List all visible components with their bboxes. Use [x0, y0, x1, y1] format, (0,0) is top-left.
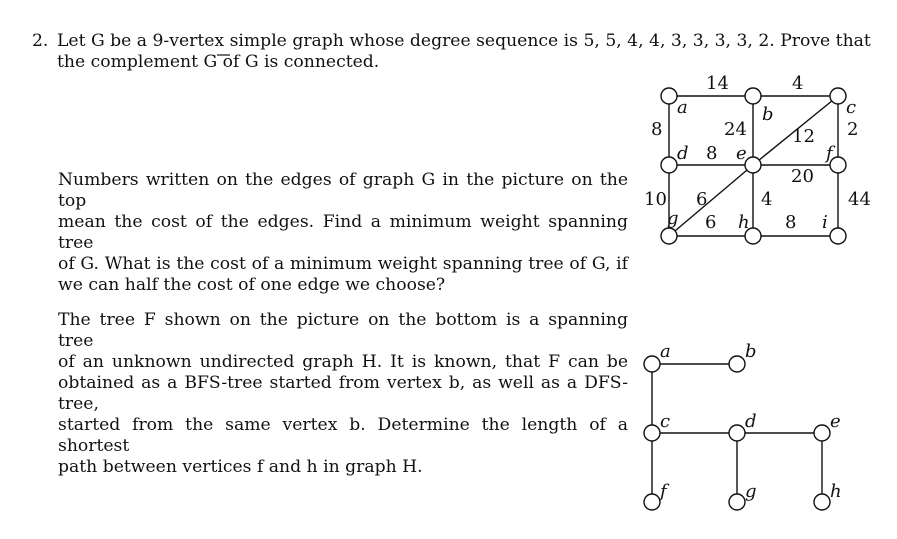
weight-ef: 20	[791, 166, 814, 187]
weight-eh: 4	[761, 189, 773, 210]
p1-line-2: the complement G of G is connected.	[57, 52, 380, 72]
vertex-c	[830, 88, 846, 104]
p2-line-1: Numbers written on the edges of graph G in the picture on the top	[58, 170, 628, 211]
tree-vertex-b	[729, 356, 745, 372]
p2-line-3: of G. What is the cost of a minimum weight spanning tree of G, if	[58, 254, 628, 274]
tree-label-b: b	[745, 341, 757, 362]
label-c: c	[846, 97, 857, 118]
p2-line-2: mean the cost of the edges. Find a minimum weight spanning tree	[58, 212, 628, 253]
weight-cf: 2	[847, 119, 859, 140]
tree-vertex-c	[644, 425, 660, 441]
tree-label-h: h	[830, 481, 842, 502]
weight-de: 8	[706, 143, 718, 164]
weight-be: 24	[724, 119, 747, 140]
vertex-i	[830, 228, 846, 244]
p1-line-1: Let G be a 9-vertex simple graph whose degree sequence is 5, 5, 4, 4, 3, 3, 3, 3, 2. Prove that	[57, 31, 871, 51]
tree-vertex-g	[729, 494, 745, 510]
weight-ab: 14	[706, 73, 729, 94]
p3-line-2: of an unknown undirected graph H. It is known, that F can be	[58, 352, 628, 372]
label-i: i	[822, 212, 828, 233]
label-d: d	[677, 143, 689, 164]
p3-line-5: path between vertices f and h in graph H.	[58, 457, 423, 477]
vertex-g	[661, 228, 677, 244]
tree-label-g: g	[745, 481, 757, 502]
weight-hi: 8	[785, 212, 797, 233]
weight-gh: 6	[705, 212, 717, 233]
vertex-d	[661, 157, 677, 173]
tree-vertex-f	[644, 494, 660, 510]
label-b: b	[762, 104, 774, 125]
problem-number: 2.	[32, 31, 49, 51]
label-a: a	[677, 97, 688, 118]
tree-vertex-h	[814, 494, 830, 510]
tree-label-a: a	[660, 341, 671, 362]
tree-label-d: d	[745, 411, 757, 432]
vertex-a	[661, 88, 677, 104]
p3-line-4: started from the same vertex b. Determine the length of a shortest	[58, 415, 628, 456]
weight-fi: 44	[848, 189, 871, 210]
weight-eg: 6	[696, 189, 708, 210]
vertex-e	[745, 157, 761, 173]
weight-dg: 10	[644, 189, 667, 210]
tree-label-e: e	[830, 411, 841, 432]
vertex-b	[745, 88, 761, 104]
weight-bc: 4	[792, 73, 804, 94]
label-f: f	[826, 143, 833, 164]
weight-ec: 12	[792, 126, 815, 147]
weight-ad: 8	[651, 119, 663, 140]
tree-label-f: f	[660, 481, 667, 502]
label-e: e	[736, 143, 747, 164]
tree-vertex-d	[729, 425, 745, 441]
p3-line-3: obtained as a BFS-tree started from vertex b, as well as a DFS-tree,	[58, 373, 628, 414]
tree-vertex-a	[644, 356, 660, 372]
tree-vertex-e	[814, 425, 830, 441]
p3-line-1: The tree F shown on the picture on the bottom is a spanning tree	[58, 310, 628, 351]
tree-label-c: c	[660, 411, 671, 432]
label-g: g	[667, 208, 679, 229]
p2-line-4: we can half the cost of one edge we choose?	[58, 275, 446, 295]
label-h: h	[738, 212, 750, 233]
